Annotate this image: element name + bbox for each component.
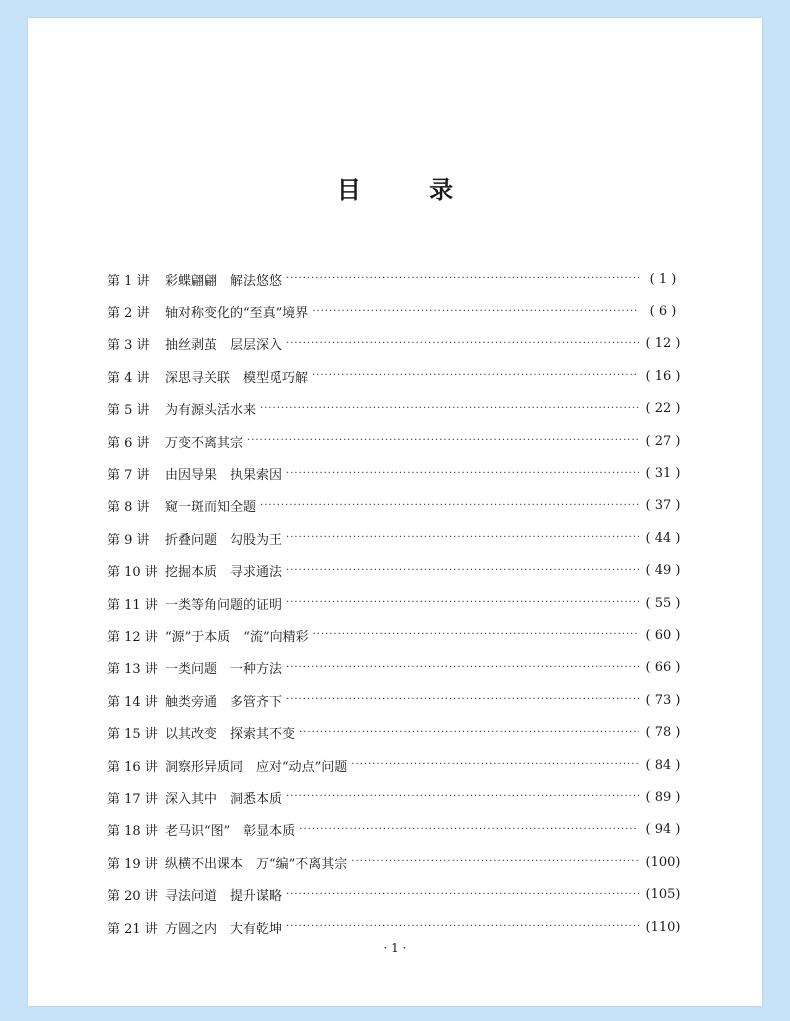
toc-entry (107, 684, 685, 716)
toc-entry (107, 328, 685, 360)
page-ref: ( 66 ) (645, 660, 681, 676)
table-of-contents (107, 263, 685, 943)
lecture-number: 第 9 讲 (107, 532, 150, 548)
lecture-number: 第 12 讲 (107, 629, 158, 645)
page-ref: ( 12 ) (645, 336, 681, 352)
lecture-title: 由因导果 执果索因 (165, 468, 283, 484)
toc-entry (107, 619, 685, 651)
toc-entry (107, 425, 685, 457)
lecture-number: 第 20 讲 (107, 889, 158, 905)
toc-entry (107, 490, 685, 522)
lecture-title: 老马识“图” 彰显本质 (165, 824, 296, 840)
toc-entry (107, 814, 685, 846)
lecture-number: 第 3 讲 (107, 338, 150, 354)
dot-leader (247, 436, 639, 446)
page-ref: ( 44 ) (645, 530, 681, 546)
lecture-title: 轴对称变化的“至真”境界 (165, 306, 309, 322)
lecture-number: 第 13 讲 (107, 662, 158, 678)
page-ref: (105) (645, 887, 681, 903)
lecture-number: 第 19 讲 (107, 856, 158, 872)
dot-leader (312, 307, 639, 317)
dot-leader (286, 695, 639, 705)
dot-leader (313, 630, 639, 640)
dot-leader (286, 922, 639, 932)
page-ref: ( 27 ) (645, 433, 681, 449)
toc-entry (107, 911, 685, 943)
toc-entry (107, 263, 685, 295)
lecture-title: 一类问题 一种方法 (165, 662, 283, 678)
lecture-number: 第 21 讲 (107, 921, 158, 937)
page-ref: ( 16 ) (645, 368, 681, 384)
lecture-number: 第 11 讲 (107, 597, 158, 613)
page-number: · 1 · (383, 941, 407, 955)
page-ref: ( 60 ) (645, 627, 681, 643)
page-ref: (100) (645, 854, 681, 870)
toc-entry (107, 393, 685, 425)
lecture-title: 洞察形异质同 应对“动点”问题 (165, 759, 348, 775)
dot-leader (286, 890, 639, 900)
page-title: 目 录 (336, 175, 484, 204)
page-ref: ( 1 ) (649, 271, 677, 287)
page-ref: ( 37 ) (645, 498, 681, 514)
dot-leader (286, 792, 639, 802)
lecture-title: 方圆之内 大有乾坤 (165, 921, 283, 937)
dot-leader (286, 566, 639, 576)
toc-entry (107, 587, 685, 619)
document-page (28, 18, 762, 1006)
toc-entry (107, 781, 685, 813)
lecture-title: 一类等角问题的证明 (165, 597, 283, 613)
lecture-title: 寻法问道 提升谋略 (165, 889, 283, 905)
dot-leader (286, 663, 639, 673)
lecture-title: 深入其中 洞悉本质 (165, 791, 283, 807)
lecture-number: 第 16 讲 (107, 759, 158, 775)
toc-entry (107, 652, 685, 684)
lecture-title: 为有源头活水来 (165, 403, 257, 419)
page-ref: ( 94 ) (645, 822, 681, 838)
lecture-title: 抽丝剥茧 层层深入 (165, 338, 283, 354)
lecture-title: 纵横不出课本 万“编”不离其宗 (165, 856, 348, 872)
lecture-title: 以其改变 探索其不变 (165, 727, 296, 743)
dot-leader (286, 598, 639, 608)
page-ref: ( 22 ) (645, 401, 681, 417)
page-ref: ( 73 ) (645, 692, 681, 708)
lecture-number: 第 7 讲 (107, 468, 150, 484)
page-ref: ( 84 ) (645, 757, 681, 773)
dot-leader (286, 339, 639, 349)
toc-entry (107, 716, 685, 748)
dot-leader (286, 533, 639, 543)
dot-leader (286, 274, 639, 284)
lecture-number: 第 5 讲 (107, 403, 150, 419)
toc-entry (107, 555, 685, 587)
lecture-number: 第 14 讲 (107, 694, 158, 710)
lecture-number: 第 10 讲 (107, 565, 158, 581)
lecture-title: 万变不离其宗 (165, 435, 244, 451)
toc-entry (107, 749, 685, 781)
page-ref: ( 89 ) (645, 789, 681, 805)
lecture-number: 第 2 讲 (107, 306, 150, 322)
page-ref: ( 49 ) (645, 563, 681, 579)
dot-leader (351, 857, 639, 867)
lecture-title: 触类旁通 多管齐下 (165, 694, 283, 710)
page-ref: ( 78 ) (645, 725, 681, 741)
lecture-number: 第 8 讲 (107, 500, 150, 516)
page-ref: ( 31 ) (645, 466, 681, 482)
toc-entry (107, 457, 685, 489)
lecture-number: 第 4 讲 (107, 370, 150, 386)
toc-entry (107, 360, 685, 392)
dot-leader (286, 469, 639, 479)
dot-leader (260, 501, 639, 511)
dot-leader (351, 760, 639, 770)
lecture-title: 深思寻关联 模型觅巧解 (165, 370, 309, 386)
lecture-title: 窥一斑而知全题 (165, 500, 257, 516)
dot-leader (260, 404, 639, 414)
dot-leader (299, 728, 639, 738)
lecture-title: 彩蝶翩翩 解法悠悠 (165, 273, 283, 289)
page-ref: ( 55 ) (645, 595, 681, 611)
toc-entry (107, 522, 685, 554)
page-ref: (110) (645, 919, 681, 935)
lecture-number: 第 15 讲 (107, 727, 158, 743)
lecture-number: 第 1 讲 (107, 273, 150, 289)
lecture-number: 第 18 讲 (107, 824, 158, 840)
lecture-title: 折叠问题 勾股为王 (165, 532, 283, 548)
toc-entry (107, 878, 685, 910)
page-ref: ( 6 ) (649, 304, 677, 320)
toc-entry (107, 295, 685, 327)
lecture-number: 第 17 讲 (107, 791, 158, 807)
lecture-title: “源”于本质 “流”向精彩 (165, 629, 309, 645)
dot-leader (299, 825, 639, 835)
lecture-title: 挖掘本质 寻求通法 (165, 565, 283, 581)
lecture-number: 第 6 讲 (107, 435, 150, 451)
dot-leader (312, 371, 639, 381)
toc-entry (107, 846, 685, 878)
